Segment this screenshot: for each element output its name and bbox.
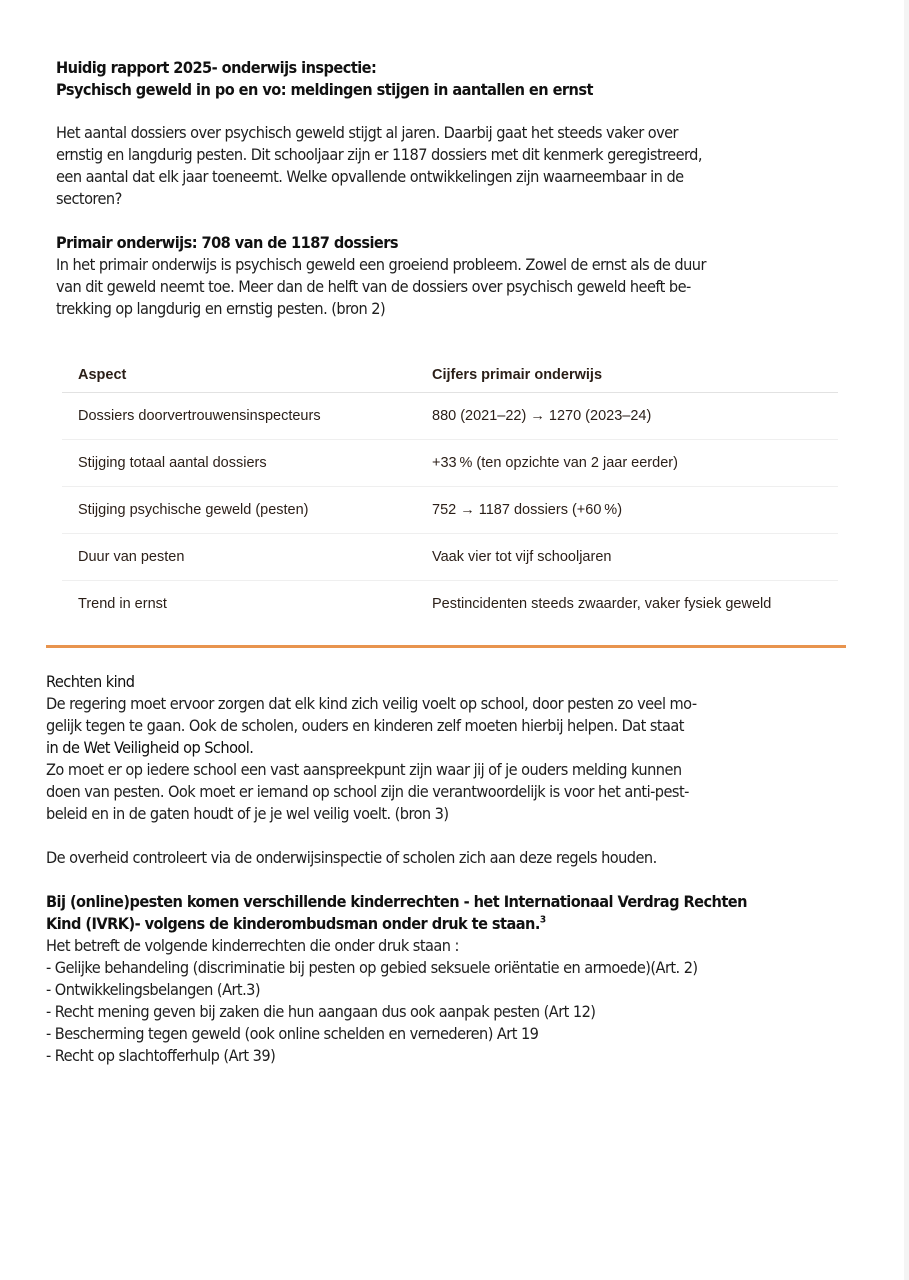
cijfers-cell: Vaak vier tot vijf schooljaren — [416, 534, 838, 581]
page-edge — [904, 0, 909, 1280]
facts-table — [62, 358, 838, 627]
facts-table-container — [62, 358, 838, 627]
aspect-cell: Trend in ernst — [78, 596, 167, 612]
primair-onderwijs-section — [56, 232, 856, 320]
kinderrechten-list — [46, 957, 856, 1067]
cijfers-cell: Pestincidenten steeds zwaarder, vaker fysiek geweld — [432, 596, 772, 612]
table-row — [62, 581, 838, 628]
primair-line: trekking op langdurig en ernstig pesten. (bron 2) — [56, 299, 386, 318]
aspect-cell: Duur van pesten — [62, 534, 416, 581]
ivrk-section — [46, 891, 856, 1067]
section-divider — [46, 645, 846, 648]
rechten-line: gelijk tegen te gaan. Ook de scholen, ouders en kinderen zelf moeten hierbij helpen. Dat staat — [46, 716, 684, 735]
table-header-row — [62, 358, 838, 393]
aspect-cell: Stijging psychische geweld (pesten) — [62, 487, 416, 534]
cijfers-cell: +33 % (ten opzichte van 2 jaar eerder) — [416, 440, 838, 487]
table-row — [62, 487, 838, 534]
rechten-line: Zo moet er op iedere school een vast aanspreekpunt zijn waar jij of je ouders melding kunnen — [46, 760, 682, 779]
list-item: - Bescherming tegen geweld (ook online schelden en vernederen) Art 19 — [46, 1024, 539, 1043]
list-item: - Ontwikkelingsbelangen (Art.3) — [46, 980, 260, 999]
list-item: - Recht op slachtofferhulp (Art 39) — [46, 1046, 276, 1065]
intro-line: sectoren? — [56, 189, 122, 208]
column-header-aspect: Aspect — [62, 358, 416, 393]
intro-line: een aantal dat elk jaar toeneemt. Welke opvallende ontwikkelingen zijn waarneembaar in de — [56, 167, 684, 186]
ivrk-intro: Het betreft de volgende kinderrechten die onder druk staan : — [46, 936, 459, 955]
ivrk-heading-line-1: Bij (online)pesten komen verschillende kinderrechten - het Internationaal Verdrag Rechten — [46, 892, 747, 911]
list-item: - Recht mening geven bij zaken die hun aangaan dus ook aanpak pesten (Art 12) — [46, 1002, 596, 1021]
cijfers-cell: 752 → 1187 dossiers (+60 %) — [416, 487, 838, 534]
table-row — [62, 440, 838, 487]
rechten-kind-section — [46, 671, 856, 825]
column-header-cijfers: Cijfers primair onderwijs — [416, 358, 838, 393]
cijfers-cell: 880 (2021–22) → 1270 (2023–24) — [416, 393, 838, 440]
aspect-cell: Dossiers doorvertrouwensinspecteurs — [62, 393, 416, 440]
primair-onderwijs-heading: Primair onderwijs: 708 van de 1187 dossiers — [56, 233, 398, 252]
report-title — [56, 57, 876, 101]
table-row — [62, 393, 838, 440]
intro-paragraph — [56, 122, 856, 210]
rechten-line: beleid en in de gaten houdt of je je wel veilig voelt. (bron 3) — [46, 804, 449, 823]
intro-line: ernstig en langdurig pesten. Dit schooljaar zijn er 1187 dossiers met dit kenmerk geregistreerd, — [56, 145, 702, 164]
ivrk-heading-line-2 — [46, 913, 856, 935]
rechten-kind-heading: Rechten kind — [46, 672, 135, 691]
table-row — [62, 534, 838, 581]
footnote-marker: 3 — [539, 914, 546, 926]
wet-veiligheid-reference: in de Wet Veiligheid op School. — [46, 738, 254, 757]
list-item: - Gelijke behandeling (discriminatie bij pesten op gebied seksuele oriëntatie en armoede)(Art. 2) — [46, 958, 698, 977]
ivrk-heading-text: Kind (IVRK)- volgens de kinderombudsman onder druk te staan. — [46, 914, 540, 933]
aspect-cell: Stijging totaal aantal dossiers — [62, 440, 416, 487]
intro-line: Het aantal dossiers over psychisch geweld stijgt al jaren. Daarbij gaat het steeds vaker over — [56, 123, 678, 142]
report-title-line-2: Psychisch geweld in po en vo: meldingen stijgen in aantallen en ernst — [56, 80, 593, 99]
rechten-line: De regering moet ervoor zorgen dat elk kind zich veilig voelt op school, door pesten zo veel mo- — [46, 694, 697, 713]
rechten-line: doen van pesten. Ook moet er iemand op school zijn die verantwoordelijk is voor het anti-pest- — [46, 782, 689, 801]
primair-line: In het primair onderwijs is psychisch geweld een groeiend probleem. Zowel de ernst als de duur — [56, 255, 706, 274]
report-title-line-1: Huidig rapport 2025- onderwijs inspectie: — [56, 58, 377, 77]
primair-line: van dit geweld neemt toe. Meer dan de helft van de dossiers over psychisch geweld heeft be- — [56, 277, 691, 296]
overheid-paragraph: De overheid controleert via de onderwijsinspectie of scholen zich aan deze regels houden. — [46, 848, 657, 867]
